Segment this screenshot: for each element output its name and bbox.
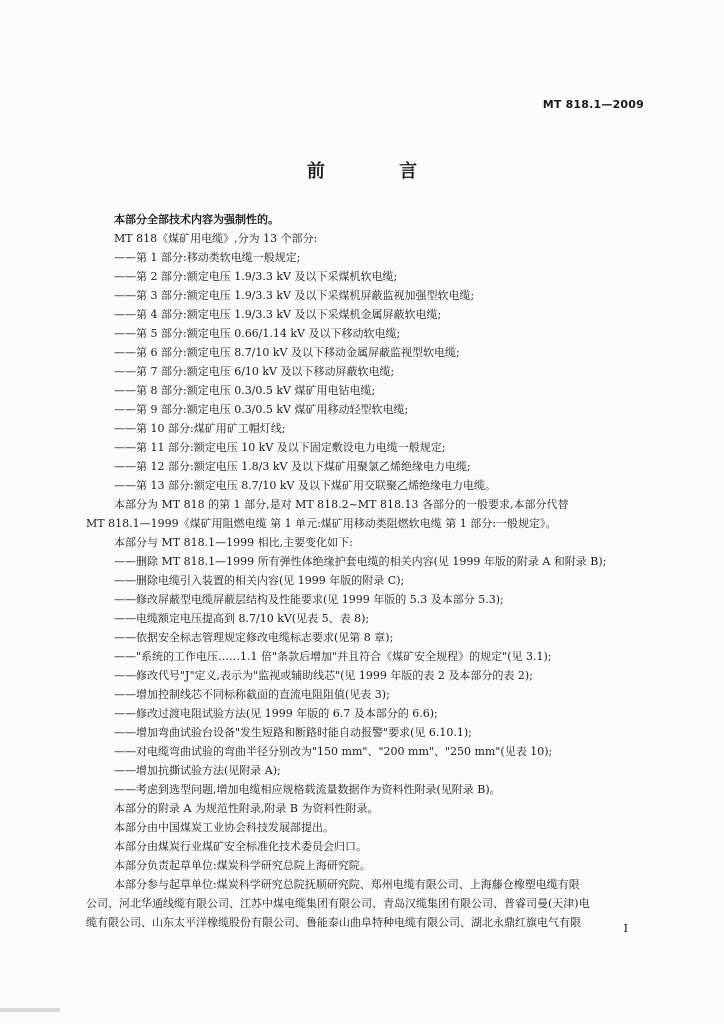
list-item: ——修改屏蔽型电缆屏蔽层结构及性能要求(见 1999 年版的 5.3 及本部分 5.3); bbox=[114, 593, 504, 606]
list-item: ——第 6 部分:额定电压 8.7/10 kV 及以下移动金属屏蔽监视型软电缆; bbox=[114, 346, 460, 359]
list-item: ——第 9 部分:额定电压 0.3/0.5 kV 煤矿用移动轻型软电缆; bbox=[114, 403, 409, 416]
page-title: 前 言 bbox=[306, 161, 452, 182]
foreword-body bbox=[86, 210, 646, 932]
list-item: ——第 11 部分:额定电压 10 kV 及以下固定敷设电力电缆一般规定; bbox=[114, 441, 446, 454]
paragraph-line: 本部分与 MT 818.1—1999 相比,主要变化如下: bbox=[114, 536, 353, 549]
standard-code: MT 818.1—2009 bbox=[542, 98, 644, 111]
list-item: ——第 12 部分:额定电压 1.8/3 kV 及以下煤矿用聚氯乙烯绝缘电力电缆; bbox=[114, 460, 471, 473]
list-item: ——对电缆弯曲试验的弯曲半径分别改为"150 mm"、"200 mm"、"250 mm"(见表 10); bbox=[114, 745, 553, 758]
paragraph-line: 本部分参与起草单位:煤炭科学研究总院抚顺研究院、郑州电缆有限公司、上海藤仓橡塑电缆有限 bbox=[114, 878, 580, 891]
page-number: I bbox=[623, 922, 628, 935]
list-item: ——依据安全标志管理规定修改电缆标志要求(见第 8 章); bbox=[114, 631, 394, 644]
paragraph-line: 本部分由煤炭行业煤矿安全标准化技术委员会归口。 bbox=[114, 840, 367, 853]
list-item: ——考虑到选型问题,增加电缆相应规格载流量数据作为资料性附录(见附录 B)。 bbox=[114, 783, 501, 796]
list-item: ——修改代号"J"定义,表示为"监视或辅助线芯"(见 1999 年版的表 2 及本部分的表 2); bbox=[114, 669, 533, 682]
list-item: ——增加控制线芯不同标称截面的直流电阻阻值(见表 3); bbox=[114, 688, 390, 701]
paragraph-line: 本部分为 MT 818 的第 1 部分,是对 MT 818.2~MT 818.13 各部分的一般要求,本部分代替 bbox=[114, 498, 569, 511]
scan-artifact bbox=[0, 1008, 60, 1012]
list-item: ——第 13 部分:额定电压 8.7/10 kV 及以下煤矿用交联聚乙烯绝缘电力电缆。 bbox=[114, 479, 496, 492]
list-item: ——第 7 部分:额定电压 6/10 kV 及以下移动屏蔽软电缆; bbox=[114, 365, 395, 378]
list-item: ——第 3 部分:额定电压 1.9/3.3 kV 及以下采煤机屏蔽监视加强型软电缆; bbox=[114, 289, 475, 302]
list-item: ——第 2 部分:额定电压 1.9/3.3 kV 及以下采煤机软电缆; bbox=[114, 270, 398, 283]
list-item: ——修改过渡电阻试验方法(见 1999 年版的 6.7 及本部分的 6.6); bbox=[114, 707, 438, 720]
list-item: ——第 4 部分:额定电压 1.9/3.3 kV 及以下采煤机金属屏蔽软电缆; bbox=[114, 308, 442, 321]
list-item: ——第 10 部分:煤矿用矿工帽灯线; bbox=[114, 422, 286, 435]
list-item: ——删除电缆引入装置的相关内容(见 1999 年版的附录 C); bbox=[114, 574, 405, 587]
list-item: ——增加弯曲试验台设备"发生短路和断路时能自动报警"要求(见 6.10.1); bbox=[114, 726, 472, 739]
paragraph-line: 缆有限公司、山东太平洋橡缆股份有限公司、鲁能泰山曲阜特种电缆有限公司、湖北永鼎红旗电气有限 bbox=[86, 916, 581, 929]
list-item: ——删除 MT 818.1—1999 所有弹性体绝缘护套电缆的相关内容(见 1999 年版的附录 A 和附录 B); bbox=[114, 555, 607, 568]
paragraph-line: 本部分由中国煤炭工业协会科技发展部提出。 bbox=[114, 821, 334, 834]
paragraph-line: MT 818《煤矿用电缆》,分为 13 个部分: bbox=[114, 232, 318, 245]
paragraph-line: 公司、河北华通线缆有限公司、江苏中煤电缆集团有限公司、青岛汉缆集团有限公司、普睿司曼(天津)电 bbox=[86, 897, 590, 910]
list-item: ——第 8 部分:额定电压 0.3/0.5 kV 煤矿用电钻电缆; bbox=[114, 384, 376, 397]
paragraph-line: 本部分的附录 A 为规范性附录,附录 B 为资料性附录。 bbox=[114, 802, 379, 815]
paragraph-line: 本部分负责起草单位:煤炭科学研究总院上海研究院。 bbox=[114, 859, 371, 872]
list-item: ——"系统的工作电压……1.1 倍"条款后增加"并且符合《煤矿安全规程》的规定"(见 3.1); bbox=[114, 650, 552, 663]
list-item: ——第 1 部分:移动类软电缆一般规定; bbox=[114, 251, 301, 264]
list-item: ——第 5 部分:额定电压 0.66/1.14 kV 及以下移动软电缆; bbox=[114, 327, 401, 340]
list-item: ——增加抗撕试验方法(见附录 A); bbox=[114, 764, 281, 777]
list-item: ——电缆额定电压提高到 8.7/10 kV(见表 5、表 8); bbox=[114, 612, 370, 625]
paragraph-line: MT 818.1—1999《煤矿用阻燃电缆 第 1 单元:煤矿用移动类阻燃软电缆 第 1 部分:一般规定》。 bbox=[86, 517, 557, 530]
paragraph-line: 本部分全部技术内容为强制性的。 bbox=[114, 213, 279, 226]
